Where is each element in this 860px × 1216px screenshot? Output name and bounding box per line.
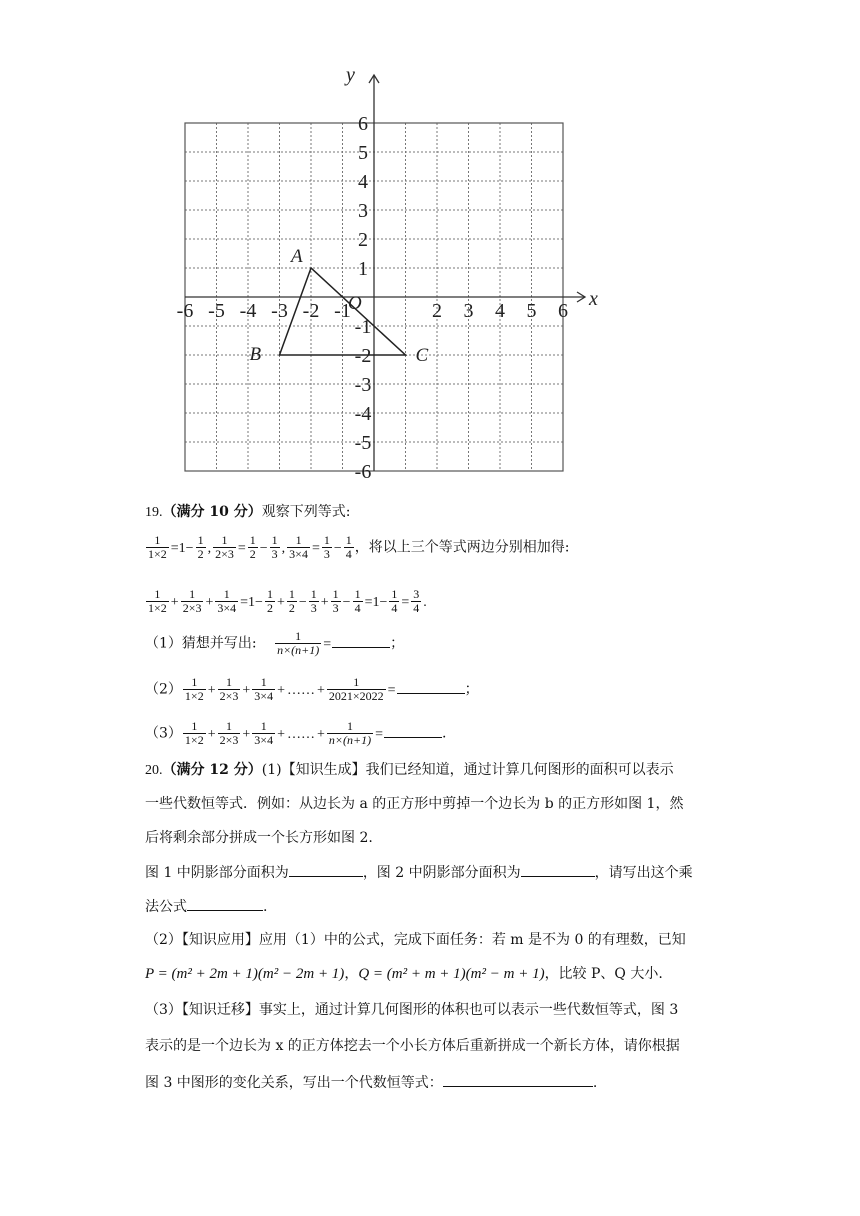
q20-formula-blank[interactable]: [187, 896, 263, 911]
y-tick-label: 1: [358, 258, 368, 280]
q20-fig2-area-blank[interactable]: [521, 862, 595, 877]
y-tick-label: 2: [358, 229, 368, 251]
q19-sub3-label: （3）: [145, 725, 182, 742]
q20-p2-tail: ，比较 P、Q 大小.: [544, 966, 663, 982]
q19-equations-line: $\frac{1}{1\times 2}$ =1− $\frac{1}{2}$ , $\frac{1}{2\times 3}$ = $\frac{1}{2}$ − $\frac{1}{3}$ , $\frac{1}{3\times 4}$ = $\frac{1}{3}$ − $\frac{1}{4}$ ，将以上三个等式两边分别相加得:: [148, 533, 570, 561]
q19-heading: [145, 502, 350, 523]
q19-number: 19.: [145, 505, 163, 520]
x-tick-label: -6: [176, 300, 194, 322]
x-tick-label: -5: [208, 300, 225, 322]
q20-identity-blank[interactable]: [443, 1072, 593, 1087]
q20-q-expression: Q = (m² + m + 1)(m² − m + 1): [358, 966, 545, 982]
x-tick-label: 6: [558, 300, 568, 322]
y-tick-label: -5: [354, 432, 372, 454]
y-tick-label: 5: [358, 142, 368, 164]
q19-sub1-label: （1）猜想并写出:: [145, 635, 257, 652]
y-tick-label: 3: [358, 200, 368, 222]
q19-sub2: （2） $\frac{1}{1\times 2}$ + $\frac{1}{2\times 3}$ + $\frac{1}{3\times 4}$ + …… + $\frac{1}{2021\times 2022}$ = ；: [145, 675, 479, 703]
q20-p1-d1: 图 1 中阴影部分面积为: [145, 865, 289, 881]
q20-p3-a: （3）【知识迁移】事实上，通过计算几何图形的体积也可以表示一些代数恒等式，图 3: [145, 1002, 679, 1018]
q19-last-den-2: 2021×2022: [328, 689, 384, 703]
x-tick-label: 2: [432, 300, 442, 322]
x-tick-label: -4: [239, 300, 257, 322]
q19-sub1-answer-blank[interactable]: [332, 633, 390, 648]
q19-line1-tail: ，将以上三个等式两边分别相加得:: [354, 539, 570, 556]
q20-number: 20.: [145, 763, 163, 778]
q20-p2-b: P = (m² + 2m + 1)(m² − 2m + 1)，Q = (m² + m + 1)(m² − m + 1)，比较 P、Q 大小.: [145, 966, 663, 982]
q20-p1-a: [145, 760, 674, 781]
x-tick-label: 5: [526, 300, 537, 322]
q20-p-expression: P = (m² + 2m + 1)(m² − 2m + 1): [145, 966, 345, 982]
origin-label: O: [348, 293, 362, 314]
y-tick-label: -1: [354, 316, 372, 338]
q19-sub1: （1）猜想并写出: $\frac{1}{n\times(n+1)}$ = ；: [145, 629, 405, 657]
vertex-label-C: C: [415, 345, 429, 366]
q20-p2-a: （2）【知识应用】应用（1）中的公式，完成下面任务：若 m 是不为 0 的有理数，已知: [145, 932, 686, 948]
q19-sub3: （3） $\frac{1}{1\times 2}$ + $\frac{1}{2\times 3}$ + $\frac{1}{3\times 4}$ + …… + $\frac{1}{n\times(n+1)}$ = .: [145, 719, 447, 747]
vertex-label-A: A: [291, 246, 303, 267]
q20-p3-c: 图 3 中图形的变化关系，写出一个代数恒等式： .: [145, 1072, 597, 1093]
q20-p1-e: 法公式 .: [145, 896, 267, 917]
y-tick-label: -2: [354, 345, 372, 367]
x-axis-label: x: [589, 288, 598, 310]
q20-p1-c: 后将剩余部分拼成一个长方形如图 2.: [145, 830, 373, 846]
q20-p3-b: 表示的是一个边长为 x 的正方体挖去一个小长方体后重新拼成一个新长方体，请你根据: [145, 1038, 680, 1054]
y-tick-label: -4: [354, 403, 372, 425]
vertex-label-B: B: [249, 344, 262, 365]
q19-sum-line: $\frac{1}{1\times 2}$ + $\frac{1}{2\times 3}$ + $\frac{1}{3\times 4}$ =1− $\frac{1}{2}$ + $\frac{1}{2}$ − $\frac{1}{3}$ + $\frac{1}{3}$ − $\frac{1}{4}$ =1− $\frac{1}{4}$ = $\frac{3}{4}$ .: [148, 587, 427, 615]
y-tick-label: -6: [354, 461, 372, 483]
q20-score: （满分 12 分）: [162, 762, 262, 778]
q19-guess-den: n×(n+1): [277, 643, 320, 657]
y-tick-label: 4: [358, 171, 368, 193]
x-tick-label: -3: [271, 300, 288, 322]
q19-sub2-answer-blank[interactable]: [397, 679, 465, 694]
x-tick-label: 3: [463, 300, 474, 322]
q20-p3-c-text: 图 3 中图形的变化关系，写出一个代数恒等式：: [145, 1075, 443, 1091]
q19-sub2-label: （2）: [145, 681, 182, 698]
q20-p1-d: [145, 862, 693, 883]
q19-last-den-3: n×(n+1): [328, 733, 372, 747]
x-tick-label: -1: [334, 300, 351, 322]
q20-p1-e-text: 法公式: [145, 899, 187, 915]
q20-p1-b: 一些代数恒等式．例如：从边长为 a 的正方形中剪掉一个边长为 b 的正方形如图 1，然: [145, 796, 684, 812]
q20-p1-d3: ，请写出这个乘: [594, 865, 693, 881]
q19-sub3-answer-blank[interactable]: [384, 723, 442, 738]
q19-intro: 观察下列等式:: [261, 504, 351, 520]
coordinate-grid-figure: [0, 0, 860, 500]
q20-p1-d2: ，图 2 中阴影部分面积为: [362, 865, 521, 881]
q19-score: （满分 10 分）: [162, 504, 262, 520]
q20-fig1-area-blank[interactable]: [289, 862, 363, 877]
y-tick-label: 6: [358, 113, 368, 135]
q20-p1-a-text: (1)【知识生成】我们已经知道，通过计算几何图形的面积可以表示: [261, 762, 674, 778]
q19-ellipsis-2: ……: [286, 682, 315, 698]
y-tick-label: -3: [354, 374, 372, 396]
y-axis-label: y: [346, 64, 355, 86]
x-tick-label: 4: [495, 300, 505, 322]
q19-ellipsis-3: ……: [286, 726, 315, 742]
x-tick-label: -2: [302, 300, 320, 322]
